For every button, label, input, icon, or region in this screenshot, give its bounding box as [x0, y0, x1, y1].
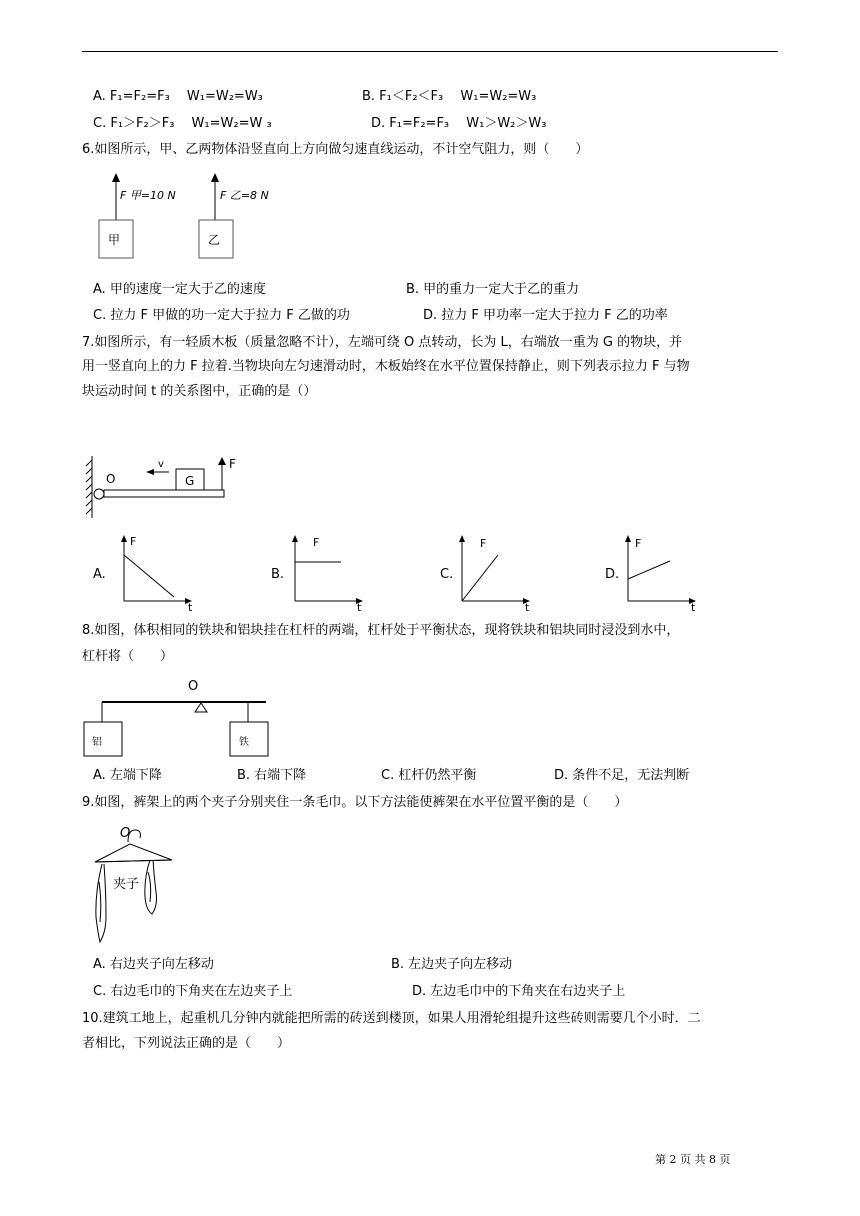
q8-option-c[interactable]: C. 杠杆仍然平衡 [381, 768, 477, 783]
q7-option-b[interactable]: B. [271, 567, 285, 582]
q5-option-c[interactable]: C. F₁＞F₂＞F₃ W₁=W₂=W ₃ [93, 116, 272, 131]
q8-right-block-label: 铁 [239, 737, 249, 748]
q10-stem-line2: 者相比，下列说法正确的是（ ） [82, 1036, 291, 1051]
q9-option-a[interactable]: A. 右边夹子向左移动 [93, 957, 214, 972]
q8-stem-line2: 杠杆将（ ） [82, 649, 174, 664]
q9-option-c[interactable]: C. 右边毛巾的下角夹在左边夹子上 [93, 984, 293, 999]
q9-pivot-label: O [120, 826, 131, 841]
q7-graph-c [450, 533, 535, 613]
q8-option-d[interactable]: D. 条件不足，无法判断 [554, 768, 690, 783]
q7-graph-d-ylabel: F [635, 537, 642, 550]
q10-stem-line1: 10.建筑工地上，起重机几分钟内就能把所需的砖送到楼顶，如果人用滑轮组提升这些砖则需要几个小时．二 [82, 1011, 701, 1026]
q7-stem-line2: 用一竖直向上的力 F 拉着.当物块向左匀速滑动时，木板始终在水平位置保持静止，则下列表示拉力 F 与物 [82, 359, 690, 374]
q7-pivot-label: O [106, 472, 116, 486]
q7-graph-b [283, 533, 368, 613]
q6-stem: 6.如图所示，甲、乙两物体沿竖直向上方向做匀速直线运动，不计空气阻力，则（ ） [82, 142, 589, 157]
q9-option-d[interactable]: D. 左边毛巾中的下角夹在右边夹子上 [412, 984, 626, 999]
q6-figure [95, 172, 285, 264]
q9-option-b[interactable]: B. 左边夹子向左移动 [391, 957, 513, 972]
page-footer: 第 2 页 共 8 页 [655, 1153, 731, 1166]
q7-option-c[interactable]: C. [440, 567, 454, 582]
q9-clip-label: 夹子 [113, 877, 140, 892]
q7-graph-d [616, 533, 701, 613]
q7-force-label: F [229, 457, 236, 471]
q9-hanger-figure [90, 822, 180, 950]
q7-velocity-label: v [158, 459, 164, 470]
q7-graph-a-xlabel: t [188, 601, 193, 613]
q7-option-a[interactable]: A. [93, 567, 106, 582]
q5-option-b[interactable]: B. F₁＜F₂＜F₃ W₁=W₂=W₃ [362, 89, 537, 104]
q8-left-block-label: 铝 [92, 737, 102, 748]
q9-stem: 9.如图，裤架上的两个夹子分别夹住一条毛巾。以下方法能使裤架在水平位置平衡的是（ ） [82, 795, 628, 810]
q5-option-d[interactable]: D. F₁=F₂=F₃ W₁＞W₂＞W₃ [371, 116, 547, 131]
q7-graph-c-xlabel: t [525, 601, 530, 613]
q7-graph-c-ylabel: F [480, 537, 487, 550]
q8-stem-line1: 8.如图，体积相同的铁块和铝块挂在杠杆的两端，杠杆处于平衡状态，现将铁块和铝块同时浸没到水中， [82, 623, 680, 638]
q7-option-d[interactable]: D. [605, 567, 620, 582]
q8-option-a[interactable]: A. 左端下降 [93, 768, 162, 783]
q7-graph-a-ylabel: F [130, 535, 137, 548]
q6-option-c[interactable]: C. 拉力 F 甲做的功一定大于拉力 F 乙做的功 [93, 308, 350, 323]
q7-block-label: G [185, 474, 195, 488]
q6-option-d[interactable]: D. 拉力 F 甲功率一定大于拉力 F 乙的功率 [423, 308, 668, 323]
q6-force-b-label: F 乙=8 N [220, 189, 269, 202]
q8-lever-figure [82, 672, 282, 760]
q6-box-b-label: 乙 [208, 233, 221, 247]
q7-stem-line1: 7.如图所示，有一轻质木板（质量忽略不计），左端可绕 O 点转动，长为 L，右端放一重为 G 的物块，并 [82, 335, 683, 350]
q6-box-a-label: 甲 [108, 233, 121, 247]
q8-option-b[interactable]: B. 右端下降 [237, 768, 307, 783]
q7-graph-a [112, 533, 197, 613]
q7-lever-figure [84, 452, 254, 520]
q7-stem-line3: 块运动时间 t 的关系图中，正确的是（） [82, 384, 317, 399]
q6-option-b[interactable]: B. 甲的重力一定大于乙的重力 [406, 282, 580, 297]
q5-option-a[interactable]: A. F₁=F₂=F₃ W₁=W₂=W₃ [93, 89, 263, 104]
q7-graph-b-xlabel: t [357, 601, 362, 613]
q7-graph-d-xlabel: t [691, 601, 696, 613]
header-rule [82, 51, 778, 52]
q7-graph-b-ylabel: F [313, 536, 320, 549]
q6-option-a[interactable]: A. 甲的速度一定大于乙的速度 [93, 282, 266, 297]
q8-pivot-label: O [188, 679, 199, 694]
q6-force-a-label: F 甲=10 N [120, 189, 176, 202]
